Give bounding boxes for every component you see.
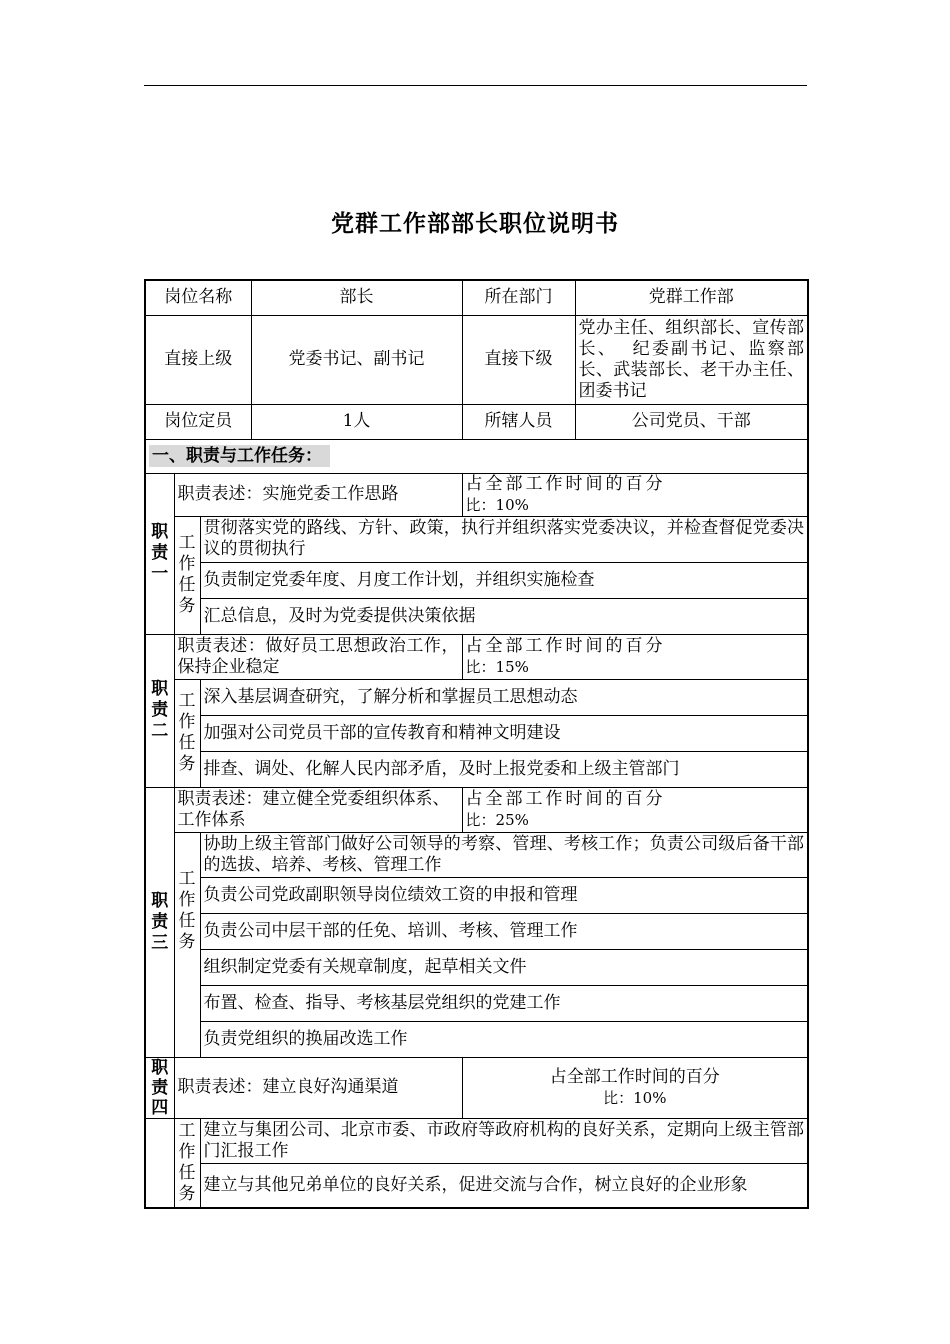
duty-3-task-row: [145, 877, 808, 913]
duty-1-task-label: 工 作 任 务: [174, 516, 200, 634]
value-direct-subordinate: 党办主任、组织部长、宣传部长、 纪委副书记、监察部长、武装部长、老干办主任、团委书记: [575, 315, 808, 404]
duty-1-task-2: 负责制定党委年度、月度工作计划，并组织实施检查: [200, 562, 808, 598]
duty-3-task-1: 协助上级主管部门做好公司领导的考察、管理、考核工作；负责公司级后备干部的选拔、培养、考核、管理工作: [200, 832, 808, 877]
duty-2-task-3: 排查、调处、化解人民内部矛盾，及时上报党委和上级主管部门: [200, 751, 808, 787]
duty-2-time-share: 占全部工作时间的百分 比：15%: [462, 634, 808, 679]
header-rule: [144, 85, 807, 86]
duty-3-time-share: 占全部工作时间的百分 比：25%: [462, 787, 808, 832]
duty-4-desc-row: [145, 1057, 808, 1118]
duty-1-label: 职 责 一: [145, 473, 174, 634]
duty-3-task-6: 负责党组织的换届改选工作: [200, 1021, 808, 1057]
label-staff-managed: 所辖人员: [462, 404, 575, 439]
section-title: 一、职责与工作任务：: [149, 445, 330, 467]
value-staff-managed: 公司党员、干部: [575, 404, 808, 439]
duty-3-task-row: [145, 832, 808, 877]
duty-3-description: 职责表述：建立健全党委组织体系、工作体系: [174, 787, 462, 832]
duty-4-task-label: 工 作 任 务: [174, 1118, 200, 1208]
job-description-table: [144, 279, 809, 1209]
duty-2-task-label: 工 作 任 务: [174, 679, 200, 787]
duty-3-task-3: 负责公司中层干部的任免、培训、考核、管理工作: [200, 913, 808, 949]
duty-3-task-row: [145, 985, 808, 1021]
duty-3-task-row: [145, 949, 808, 985]
info-row-position: [145, 280, 808, 315]
value-department: 党群工作部: [575, 280, 808, 315]
duty-1-desc-row: [145, 473, 808, 516]
duty-1-task-1: 贯彻落实党的路线、方针、政策，执行并组织落实党委决议，并检查督促党委决议的贯彻执行: [200, 516, 808, 562]
duty-3-task-row: [145, 1021, 808, 1057]
value-headcount: 1人: [251, 404, 462, 439]
duty-3-label: 职 责 三: [145, 787, 174, 1057]
duty-1-task-row: [145, 598, 808, 634]
duty-4-time-share: 占全部工作时间的百分 比：10%: [462, 1057, 808, 1118]
duty-4-label: 职 责 四: [145, 1057, 174, 1118]
duty-2-description: 职责表述：做好员工思想政治工作，保持企业稳定: [174, 634, 462, 679]
label-direct-superior: 直接上级: [145, 315, 251, 404]
duty-2-desc-row: [145, 634, 808, 679]
duty-4-description: 职责表述：建立良好沟通渠道: [174, 1057, 462, 1118]
duty-4-task-2: 建立与其他兄弟单位的良好关系，促进交流与合作，树立良好的企业形象: [200, 1163, 808, 1208]
duty-3-task-row: [145, 913, 808, 949]
duty-4-label-continuation: [145, 1118, 174, 1208]
duty-2-label: 职 责 二: [145, 634, 174, 787]
duty-3-task-2: 负责公司党政副职领导岗位绩效工资的申报和管理: [200, 877, 808, 913]
label-headcount: 岗位定员: [145, 404, 251, 439]
duty-2-task-1: 深入基层调查研究，了解分析和掌握员工思想动态: [200, 679, 808, 715]
duty-4-task-1: 建立与集团公司、北京市委、市政府等政府机构的良好关系，定期向上级主管部门汇报工作: [200, 1118, 808, 1163]
section-header-row: [145, 439, 808, 473]
label-direct-subordinate: 直接下级: [462, 315, 575, 404]
duty-2-task-row: [145, 751, 808, 787]
duty-3-task-5: 布置、检查、指导、考核基层党组织的党建工作: [200, 985, 808, 1021]
duty-4-task-row: [145, 1163, 808, 1208]
duty-1-time-share: 占全部工作时间的百分 比：10%: [462, 473, 808, 516]
label-department: 所在部门: [462, 280, 575, 315]
duty-1-description: 职责表述：实施党委工作思路: [174, 473, 462, 516]
duty-2-task-2: 加强对公司党员干部的宣传教育和精神文明建设: [200, 715, 808, 751]
duty-2-task-row: [145, 679, 808, 715]
duty-2-task-row: [145, 715, 808, 751]
duty-3-desc-row: [145, 787, 808, 832]
info-row-headcount: [145, 404, 808, 439]
value-direct-superior: 党委书记、副书记: [251, 315, 462, 404]
duty-1-task-3: 汇总信息，及时为党委提供决策依据: [200, 598, 808, 634]
duty-4-task-row: [145, 1118, 808, 1163]
document-title: 党群工作部部长职位说明书: [331, 210, 619, 237]
duty-3-task-label: 工 作 任 务: [174, 832, 200, 1057]
duty-3-task-4: 组织制定党委有关规章制度，起草相关文件: [200, 949, 808, 985]
value-position-name: 部长: [251, 280, 462, 315]
duty-1-task-row: [145, 562, 808, 598]
label-position-name: 岗位名称: [145, 280, 251, 315]
info-row-reporting: [145, 315, 808, 404]
duty-1-task-row: [145, 516, 808, 562]
